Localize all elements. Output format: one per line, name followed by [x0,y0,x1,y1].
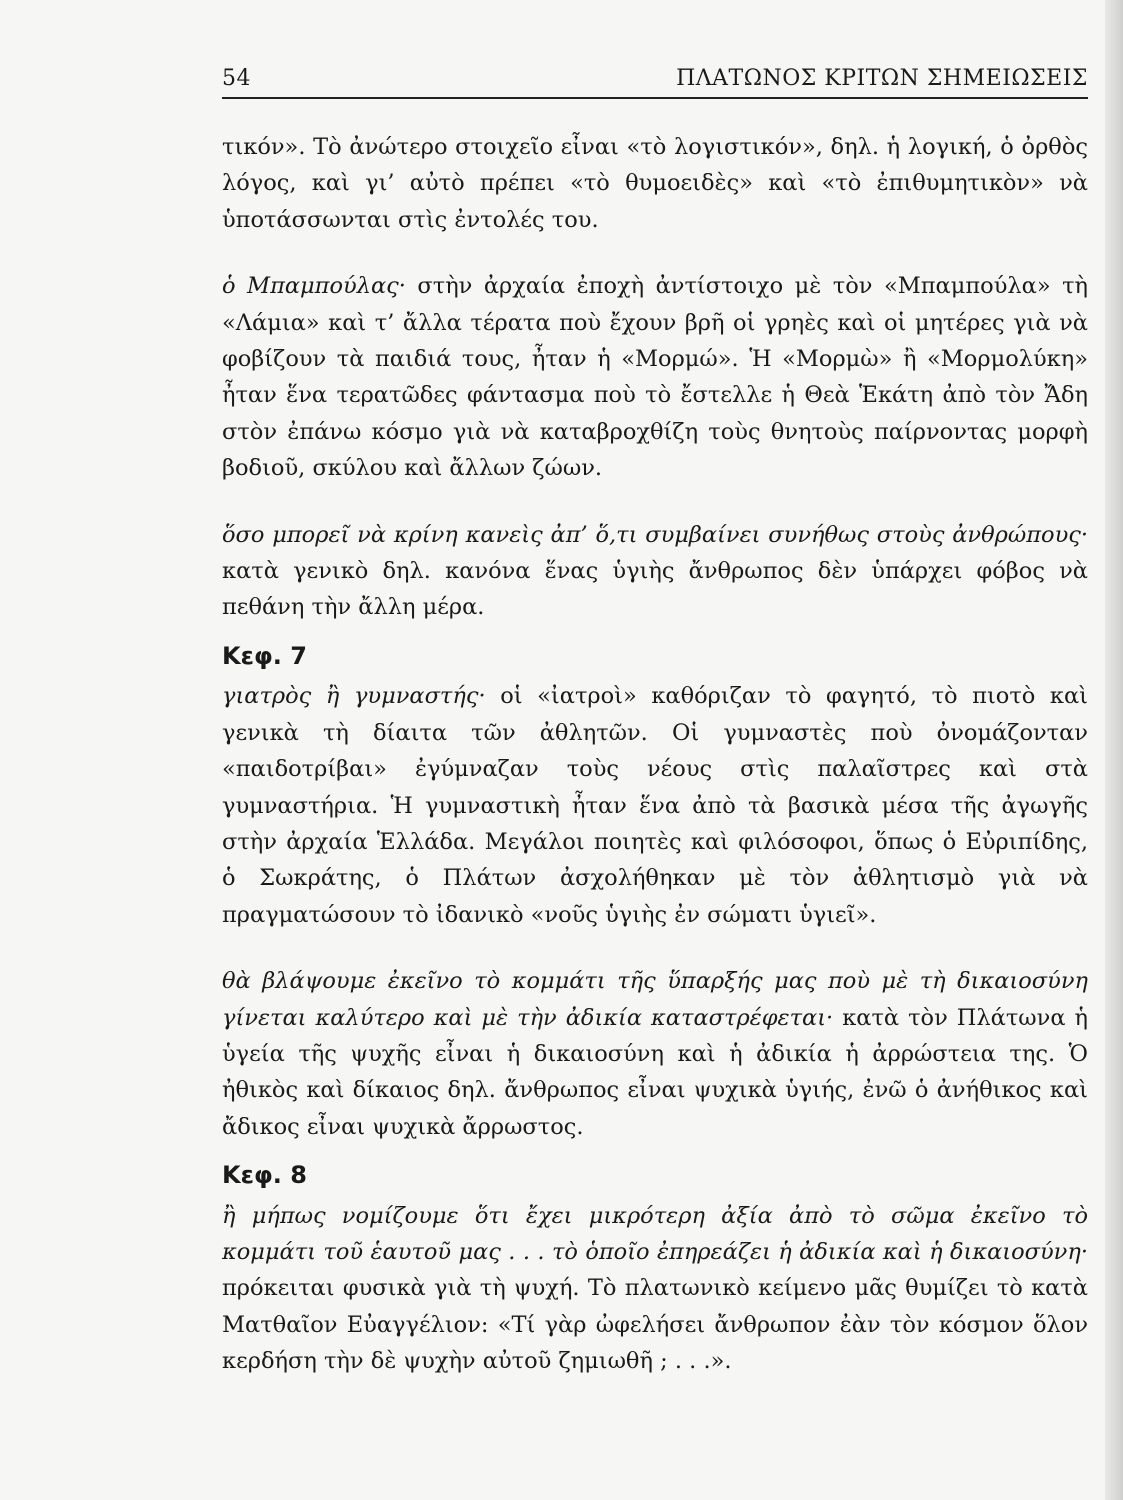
note-paragraph [222,517,1088,626]
book-page [222,66,1088,1380]
note-paragraph [222,268,1088,486]
note-text: κατὰ γενικὸ δηλ. κανόνα ἕνας ὑγιὴς ἄνθρωπος δὲν ὑπάρχει φόβος νὰ πεθάνη τὴν ἄλλη μέρα. [222,558,1088,621]
note-paragraph [222,1198,1088,1380]
chapter-7-heading: Κεφ. 7 [222,641,307,670]
note-term: γιατρὸς ἢ γυμναστής· [222,683,486,710]
note-text: κατὰ τὸν Πλάτωνα ἡ ὑγεία τῆς ψυχῆς εἶναι ἡ δικαιοσύνη καὶ ἡ ἀδικία ἡ ἀρρώστεια της. Ὁ ἠθικὸς καὶ δίκαιος δηλ. ἄνθρωπος εἶναι ψυχικὰ ὑγιής, ἐνῶ ὁ ἀνήθικος καὶ ἄδικος εἶναι ψυχικὰ ἄρρωστος. [222,1004,1088,1140]
note-term: ἢ μήπως νομίζουμε ὅτι ἔχει μικρότερη ἀξία ἀπὸ τὸ σῶμα ἐκεῖνο τὸ κομμάτι τοῦ ἑαυτοῦ μας . . . τὸ ὁποῖο ἐπηρεάζει ἡ ἀδικία καὶ ἡ δικαιοσύνη· [222,1202,1088,1265]
running-title: ΠΛΑΤΩΝΟΣ ΚΡΙΤΩΝ ΣΗΜΕΙΩΣΕΙΣ [676,66,1088,91]
continued-paragraph: τικόν». Τὸ ἀνώτερο στοιχεῖο εἶναι «τὸ λογιστικόν», δηλ. ἡ λογική, ὁ ὀρθὸς λόγος, καὶ γι’ αὐτὸ πρέπει «τὸ θυμοειδὲς» καὶ «τὸ ἐπιθυμητικὸν» νὰ ὑποτάσσωνται στὶς ἐντολές του. [222,134,1088,233]
chapter-8-heading: Κεφ. 8 [222,1161,307,1190]
page-edge [1105,0,1123,1500]
note-paragraph [222,963,1088,1145]
note-text: πρόκειται φυσικὰ γιὰ τὴ ψυχή. Τὸ πλατωνικὸ κείμενο μᾶς θυμίζει τὸ κατὰ Ματθαῖον Εὐαγγέλιον: «Τί γὰρ ὠφελήσει ἄνθρωπον ἐὰν τὸν κόσμον ὅλον κερδήση τὴν δὲ ψυχὴν αὐτοῦ ζημιωθῆ ; . . .». [222,1275,1088,1375]
page-number: 54 [222,66,251,91]
note-term: ὅσο μπορεῖ νὰ κρίνη κανεὶς ἀπ’ ὅ,τι συμβαίνει συνήθως στοὺς ἀνθρώπους· [222,521,1088,548]
note-paragraph [222,678,1088,933]
note-text: στὴν ἀρχαία ἐποχὴ ἀντίστοιχο μὲ τὸν «Μπαμπούλα» τὴ «Λάμια» καὶ τ’ ἄλλα τέρατα ποὺ ἔχουν βρῆ οἱ γρηὲς καὶ οἱ μητέρες γιὰ νὰ φοβίζουν τὰ παιδιά τους, ἦταν ἡ «Μορμώ». Ἡ «Μορμὼ» ἢ «Μορμολύκη» ἦταν ἕνα τερατῶδες φάντασμα ποὺ τὸ ἔστελλε ἡ Θεὰ Ἑκάτη ἀπὸ τὸν Ἄδη στὸν ἐπάνω κόσμο γιὰ νὰ καταβροχθίζη τοὺς θνητοὺς παίρνοντας μορφὴ βοδιοῦ, σκύλου καὶ ἄλλων ζώων. [222,273,1089,482]
running-header [222,66,1088,99]
note-term: θὰ βλάψουμε ἐκεῖνο τὸ κομμάτι τῆς ὕπαρξής μας ποὺ μὲ τὴ δικαιοσύνη γίνεται καλύτερο καὶ μὲ τὴν ἀδικία καταστρέφεται· [222,968,1088,1031]
note-text: οἱ «ἰατροὶ» καθόριζαν τὸ φαγητό, τὸ πιοτὸ καὶ γενικὰ τὴ δίαιτα τῶν ἀθλητῶν. Οἱ γυμναστὲς ποὺ ὀνομάζονταν «παιδοτρίβαι» ἐγύμναζαν τοὺς νέους στὶς παλαῖστρες καὶ στὰ γυμναστήρια. Ἡ γυμναστικὴ ἦταν ἕνα ἀπὸ τὰ βασικὰ μέσα τῆς ἀγωγῆς στὴν ἀρχαία Ἑλλάδα. Μεγάλοι ποιητὲς καὶ φιλόσοφοι, ὅπως ὁ Εὐριπίδης, ὁ Σωκράτης, ὁ Πλάτων ἀσχολήθηκαν μὲ τὸν ἀθλητισμὸ γιὰ νὰ πραγματώσουν τὸ ἰδανικὸ «νοῦς ὑγιὴς ἐν σώματι ὑγιεῖ». [222,683,1088,928]
page-body [222,129,1088,1380]
note-term: ὁ Μπαμπούλας· [222,273,406,300]
